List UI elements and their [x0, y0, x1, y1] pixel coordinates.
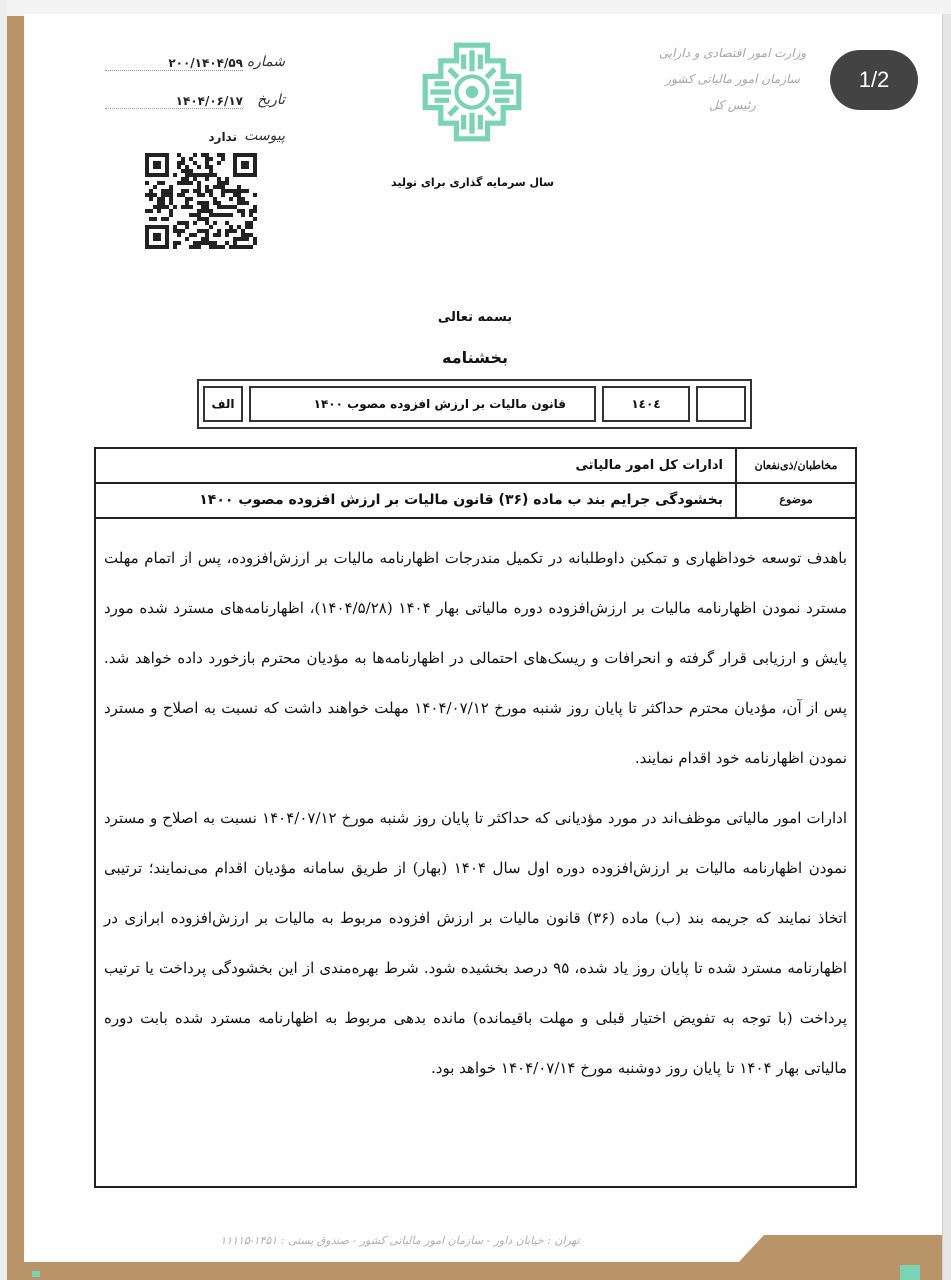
qr-module	[229, 213, 233, 217]
letter-date-value: ۱۴۰۴/۰۶/۱۷	[175, 94, 243, 108]
qr-module	[229, 205, 233, 209]
qr-module	[197, 201, 201, 205]
classification-empty-cell	[696, 386, 746, 422]
qr-module	[165, 189, 169, 193]
qr-module	[241, 245, 245, 249]
qr-module	[241, 189, 245, 193]
qr-module	[213, 185, 217, 189]
qr-module	[217, 177, 221, 181]
qr-module	[189, 233, 193, 237]
qr-module	[149, 209, 153, 213]
qr-module	[237, 225, 241, 229]
qr-module	[173, 205, 177, 209]
qr-module	[181, 193, 185, 197]
ministry-heading	[640, 40, 825, 118]
circular-table	[94, 447, 857, 1188]
letterhead-frame-corner	[736, 1235, 943, 1265]
qr-module	[189, 169, 193, 173]
qr-module	[177, 221, 181, 225]
qr-module	[177, 241, 181, 245]
qr-module	[153, 193, 157, 197]
qr-module	[185, 165, 189, 169]
qr-module	[237, 193, 241, 197]
qr-module	[225, 229, 229, 233]
qr-module	[185, 237, 189, 241]
qr-module	[245, 201, 249, 205]
qr-module	[169, 201, 173, 205]
qr-module	[253, 241, 257, 245]
qr-module	[189, 205, 193, 209]
qr-module	[205, 229, 209, 233]
qr-module	[205, 189, 209, 193]
qr-module	[253, 209, 257, 213]
qr-module	[181, 157, 185, 161]
qr-module	[225, 233, 229, 237]
qr-module	[233, 237, 237, 241]
recipients-row	[96, 449, 855, 484]
qr-module	[177, 181, 181, 185]
classification-code: الف	[203, 386, 243, 422]
qr-module	[221, 189, 225, 193]
qr-module	[237, 209, 241, 213]
subject-row	[96, 482, 855, 519]
qr-module	[161, 217, 165, 221]
qr-module	[145, 209, 149, 213]
qr-module	[153, 205, 157, 209]
qr-module	[221, 157, 225, 161]
tax-organization-logo	[420, 40, 524, 144]
body-paragraph: ادارات امور مالیاتی موظف‌اند در مورد مؤدیانی که حداکثر تا پایان روز شنبه مورخ ۱۴۰۴/۰۷/۱۲ نسبت به اصلاح و مسترد نمودن اظهارنامه مالیات بر ارزش‌افزوده دوره اول سال ۱۴۰۴ (بهار) از طریق سامانه مؤدیان اقدام می‌نمایند؛ ترتیبی اتخاذ نمایند که جریمه بند (ب) ماده (۳۶) قانون مالیات بر ارزش افزوده مربوط به مالیات بر ارزش‌افزوده ابرازی در اظهارنامه مسترد شده تا پایان روز یاد شده، ۹۵ درصد بخشیده شود. شرط بهره‌مندی از این بخشودگی پرداخت یا ترتیب پرداخت (با توجه به تفویض اختیار قبلی و مهلت باقیمانده) مانده بدهی مربوط به اظهارنامه مسترد شده بابت دوره مالیاتی بهار ۱۴۰۴ تا پایان روز دوشنبه مورخ ۱۴۰۴/۰۷/۱۴ خواهد بود.	[104, 809, 848, 1077]
qr-module	[177, 153, 181, 157]
qr-module	[185, 189, 189, 193]
dotted-line	[105, 70, 243, 71]
qr-module	[161, 201, 165, 205]
qr-module	[193, 173, 197, 177]
qr-module	[209, 245, 213, 249]
qr-module	[145, 181, 149, 185]
qr-module	[225, 189, 229, 193]
qr-module	[241, 209, 245, 213]
qr-module	[181, 229, 185, 233]
qr-module	[185, 169, 189, 173]
letter-attachment-value: ندارد	[208, 130, 237, 144]
qr-module	[145, 193, 149, 197]
qr-module	[197, 229, 201, 233]
qr-module	[221, 193, 225, 197]
qr-module	[181, 177, 185, 181]
qr-module	[189, 245, 193, 249]
circular-body	[104, 533, 847, 1093]
qr-module	[205, 241, 209, 245]
qr-module	[169, 209, 173, 213]
qr-module	[217, 181, 221, 185]
qr-module	[213, 173, 217, 177]
qr-module	[217, 233, 221, 237]
classification-box	[197, 379, 752, 429]
qr-module	[165, 217, 169, 221]
qr-module	[205, 161, 209, 165]
qr-module	[233, 189, 237, 193]
qr-module	[185, 181, 189, 185]
qr-module	[201, 193, 205, 197]
qr-module	[253, 193, 257, 197]
dotted-line	[105, 108, 243, 109]
qr-module	[161, 197, 165, 201]
qr-module	[221, 153, 225, 157]
qr-module	[209, 225, 213, 229]
qr-module	[193, 161, 197, 165]
qr-module	[181, 161, 185, 165]
qr-module	[201, 173, 205, 177]
qr-module	[241, 201, 245, 205]
left-edge-strip	[0, 0, 7, 1280]
qr-module	[253, 205, 257, 209]
qr-module	[169, 197, 173, 201]
qr-module	[225, 181, 229, 185]
qr-module	[185, 225, 189, 229]
body-paragraph: باهدف توسعه خوداظهاری و تمکین داوطلبانه در تکمیل مندرجات اظهارنامه مالیات بر ارزش‌افزوده، پس از اتمام مهلت مسترد نمودن اظهارنامه مالیات بر ارزش‌افزوده دوره مالیاتی بهار ۱۴۰۴ (۱۴۰۴/۵/۲۸)، اظهارنامه‌های مسترد شده مورد پایش و ارزیابی قرار گرفته و انحرافات و ریسک‌های احتمالی در اظهارنامه‌ها به مؤدیان محترم بازخورد داده خواهد شد. پس از آن، مؤدیان محترم حداکثر تا پایان روز شنبه مورخ ۱۴۰۴/۰۷/۱۲ مهلت خواهند داشت که نسبت به اصلاح و مسترد نمودن اظهارنامه خود اقدام نمایند.	[104, 549, 848, 767]
classification-law: قانون مالیات بر ارزش افزوده مصوب ۱۴۰۰	[249, 386, 596, 422]
qr-module	[161, 205, 165, 209]
qr-module	[245, 225, 249, 229]
qr-module	[229, 245, 233, 249]
qr-module	[241, 197, 245, 201]
qr-module	[169, 213, 173, 217]
qr-module	[157, 209, 161, 213]
qr-module	[177, 161, 181, 165]
qr-module	[201, 229, 205, 233]
qr-module	[229, 197, 233, 201]
qr-module	[221, 185, 225, 189]
qr-module	[225, 221, 229, 225]
qr-module	[241, 229, 245, 233]
qr-module	[229, 229, 233, 233]
qr-module	[245, 189, 249, 193]
qr-module	[173, 225, 177, 229]
qr-module	[237, 197, 241, 201]
qr-module	[149, 189, 153, 193]
subject-value: بخشودگی جرایم بند ب ماده (۳۶) قانون مالیات بر ارزش افزوده مصوب ۱۴۰۰	[199, 491, 723, 508]
qr-module	[149, 217, 153, 221]
qr-module	[197, 193, 201, 197]
ministry-line: رئیس کل	[709, 98, 756, 112]
qr-module	[205, 233, 209, 237]
qr-module	[177, 193, 181, 197]
qr-module	[173, 245, 177, 249]
qr-module	[205, 153, 209, 157]
qr-module	[221, 205, 225, 209]
qr-module	[233, 193, 237, 197]
classification-year: ١٤٠٤	[602, 386, 690, 422]
qr-module	[229, 189, 233, 193]
qr-module	[193, 189, 197, 193]
qr-module	[157, 201, 161, 205]
qr-module	[197, 181, 201, 185]
qr-module	[193, 241, 197, 245]
qr-module	[173, 229, 177, 233]
page-indicator: 1/2	[830, 50, 918, 110]
qr-module	[197, 173, 201, 177]
qr-module	[221, 181, 225, 185]
qr-module	[241, 213, 245, 217]
letter-number-row	[105, 54, 285, 78]
qr-module	[237, 245, 241, 249]
qr-module	[173, 241, 177, 245]
qr-module	[209, 165, 213, 169]
qr-module	[241, 233, 245, 237]
qr-module	[253, 217, 257, 221]
qr-module	[205, 237, 209, 241]
qr-module	[221, 213, 225, 217]
qr-module	[169, 193, 173, 197]
qr-module	[225, 177, 229, 181]
qr-module	[249, 221, 253, 225]
qr-module	[161, 189, 165, 193]
qr-module	[169, 189, 173, 193]
qr-module	[185, 197, 189, 201]
qr-module	[233, 205, 237, 209]
qr-module	[217, 229, 221, 233]
qr-module	[185, 221, 189, 225]
qr-module	[205, 157, 209, 161]
qr-module	[201, 205, 205, 209]
qr-module	[201, 217, 205, 221]
qr-module	[165, 193, 169, 197]
qr-module	[201, 153, 205, 157]
qr-module	[209, 169, 213, 173]
qr-module	[209, 213, 213, 217]
qr-module	[197, 213, 201, 217]
letter-date-row	[105, 92, 285, 116]
qr-module	[249, 225, 253, 229]
qr-module	[197, 209, 201, 213]
qr-module	[205, 205, 209, 209]
qr-module	[217, 213, 221, 217]
qr-module	[157, 197, 161, 201]
qr-module	[193, 153, 197, 157]
qr-module	[197, 189, 201, 193]
letter-number-value: ۲۰۰/۱۴۰۴/۵۹	[168, 56, 243, 70]
qr-module	[237, 189, 241, 193]
qr-module	[209, 193, 213, 197]
letterhead-frame-left	[7, 16, 24, 1280]
qr-module	[181, 205, 185, 209]
qr-module	[233, 245, 237, 249]
qr-module	[201, 201, 205, 205]
qr-module	[217, 245, 221, 249]
qr-module	[173, 173, 177, 177]
qr-module	[213, 197, 217, 201]
qr-module	[177, 233, 181, 237]
qr-module	[217, 205, 221, 209]
qr-module	[185, 201, 189, 205]
qr-module	[185, 173, 189, 177]
ministry-line: وزارت امور اقتصادی و دارایی	[658, 46, 807, 60]
qr-module	[197, 245, 201, 249]
qr-module	[189, 173, 193, 177]
qr-module	[205, 209, 209, 213]
qr-module	[181, 189, 185, 193]
qr-module	[209, 241, 213, 245]
qr-module	[241, 237, 245, 241]
qr-module	[181, 169, 185, 173]
qr-module	[193, 245, 197, 249]
qr-module	[197, 165, 201, 169]
qr-module	[225, 205, 229, 209]
year-slogan: سال سرمایه گذاری برای تولید	[391, 176, 554, 189]
qr-module	[197, 241, 201, 245]
green-accent-mark	[32, 1271, 40, 1277]
qr-module	[185, 205, 189, 209]
qr-module	[193, 177, 197, 181]
qr-module	[205, 221, 209, 225]
qr-module	[149, 193, 153, 197]
qr-module	[201, 209, 205, 213]
qr-module	[197, 217, 201, 221]
qr-module	[189, 197, 193, 201]
recipients-label: مخاطبان/ذی‌نفعان	[735, 449, 855, 482]
qr-module	[221, 245, 225, 249]
qr-module	[253, 237, 257, 241]
qr-module	[193, 233, 197, 237]
qr-module	[217, 185, 221, 189]
letter-number-label: شماره	[246, 54, 285, 70]
qr-module	[217, 153, 221, 157]
ministry-line: سازمان امور مالیاتی کشور	[665, 72, 800, 86]
qr-module	[205, 217, 209, 221]
qr-module	[245, 245, 249, 249]
qr-module	[189, 157, 193, 161]
qr-module	[245, 237, 249, 241]
qr-module	[181, 221, 185, 225]
qr-module	[245, 221, 249, 225]
qr-code	[145, 153, 257, 249]
recipients-value: ادارات کل امور مالیاتی	[575, 458, 723, 473]
qr-module	[205, 201, 209, 205]
qr-module	[249, 209, 253, 213]
qr-module	[213, 245, 217, 249]
qr-module	[209, 157, 213, 161]
letter-attachment-row	[105, 128, 285, 152]
qr-module	[197, 185, 201, 189]
subject-label: موضوع	[735, 482, 855, 517]
qr-module	[233, 241, 237, 245]
qr-module	[185, 177, 189, 181]
qr-module	[157, 205, 161, 209]
qr-module	[213, 201, 217, 205]
qr-module	[225, 241, 229, 245]
qr-module	[193, 221, 197, 225]
qr-module	[249, 213, 253, 217]
qr-module	[229, 225, 233, 229]
qr-module	[217, 201, 221, 205]
qr-module	[209, 173, 213, 177]
qr-module	[181, 181, 185, 185]
qr-module	[205, 177, 209, 181]
qr-module	[205, 185, 209, 189]
qr-module	[153, 185, 157, 189]
qr-module	[201, 241, 205, 245]
qr-module	[213, 233, 217, 237]
qr-module	[217, 161, 221, 165]
right-edge-strip	[942, 14, 951, 1280]
qr-module	[177, 165, 181, 169]
letter-attachment-label: پیوست	[244, 128, 285, 144]
qr-module	[153, 217, 157, 221]
qr-module	[161, 181, 165, 185]
invocation-heading: بسمه تعالی	[437, 310, 513, 325]
qr-module	[225, 213, 229, 217]
qr-module	[205, 165, 209, 169]
qr-module	[189, 181, 193, 185]
qr-module	[233, 229, 237, 233]
qr-module	[209, 189, 213, 193]
qr-module	[157, 181, 161, 185]
qr-module	[237, 201, 241, 205]
qr-module	[213, 213, 217, 217]
qr-module	[201, 237, 205, 241]
qr-module	[249, 233, 253, 237]
qr-module	[177, 229, 181, 233]
qr-module	[161, 193, 165, 197]
qr-module	[205, 173, 209, 177]
qr-module	[245, 233, 249, 237]
qr-module	[165, 205, 169, 209]
qr-module	[189, 213, 193, 217]
qr-module	[237, 185, 241, 189]
letter-date-label: تاریخ	[257, 92, 285, 108]
qr-module	[193, 213, 197, 217]
qr-module	[237, 237, 241, 241]
qr-module	[249, 245, 253, 249]
qr-module	[209, 209, 213, 213]
qr-module	[213, 221, 217, 225]
green-accent-mark	[900, 1265, 920, 1280]
document-type-heading: بخشنامه	[442, 348, 508, 367]
qr-module	[213, 241, 217, 245]
qr-module	[149, 197, 153, 201]
footer-address: تهران : خیابان داور - سازمان امور مالیاتی کشور - صندوق پستی : ۱۴۵۱-۱۱۱۱۵	[220, 1234, 580, 1247]
qr-module	[169, 185, 173, 189]
